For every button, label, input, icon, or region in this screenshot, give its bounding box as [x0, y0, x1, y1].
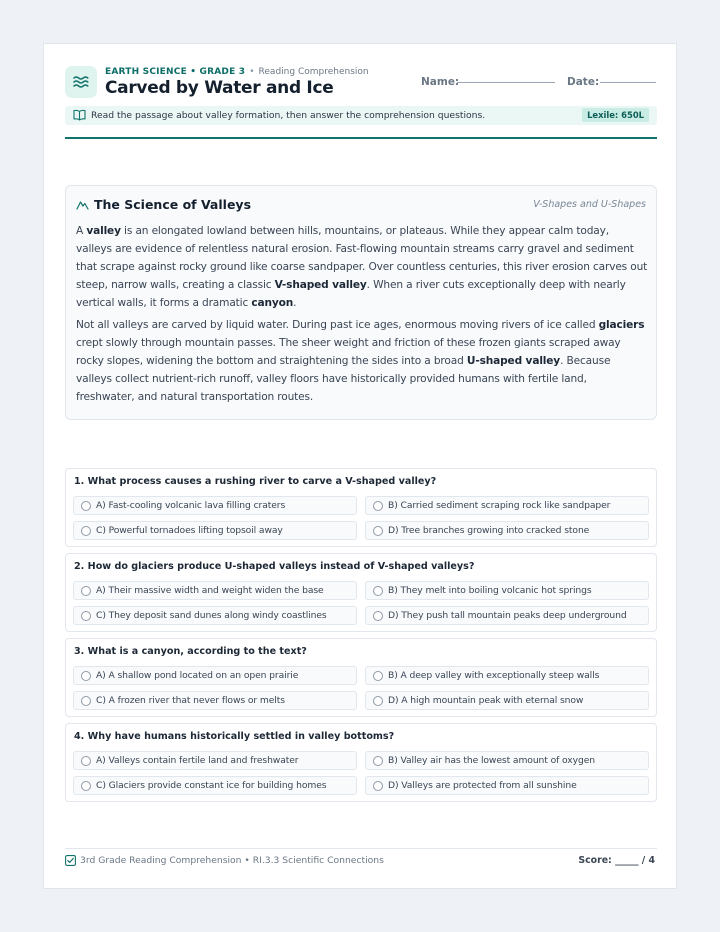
- passage-paragraph-1: [76, 222, 648, 312]
- radio-button[interactable]: [373, 756, 383, 766]
- logo: [65, 66, 97, 98]
- radio-button[interactable]: [373, 671, 383, 681]
- date-label: Date:: [567, 76, 600, 88]
- radio-button[interactable]: [81, 696, 91, 706]
- page-title: Carved by Water and Ice: [105, 78, 334, 98]
- radio-button[interactable]: [81, 756, 91, 766]
- radio-button[interactable]: [373, 696, 383, 706]
- breadcrumb-separator: •: [249, 67, 255, 77]
- answer-option-d[interactable]: [365, 521, 649, 540]
- name-label: Name:: [421, 76, 460, 88]
- passage-text: is an elongated lowland between hills, mountains, or plateaus. While they appear calm today, valleys are evidence of relentless natural erosion. Fast-flowing mountain streams carry gravel and sediment that scrape against rocky ground like coarse sandpaper. Over countless centuries, this river erosion carves out steep, narrow walls, creating a classic: [76, 225, 648, 291]
- option-label: B) Carried sediment scraping rock like sandpaper: [388, 500, 611, 511]
- passage-text: A: [76, 225, 87, 237]
- answer-option-b[interactable]: [365, 581, 649, 600]
- footer-divider: [65, 848, 657, 849]
- option-label: B) They melt into boiling volcanic hot springs: [388, 585, 592, 596]
- key-term: glaciers: [598, 319, 645, 331]
- question-text: 4. Why have humans historically settled in valley bottoms?: [74, 731, 395, 742]
- radio-button[interactable]: [81, 671, 91, 681]
- header-divider: [65, 137, 657, 139]
- option-label: A) Valleys contain fertile land and freshwater: [96, 755, 299, 766]
- option-label: D) Valleys are protected from all sunshine: [388, 780, 577, 791]
- answer-option-b[interactable]: [365, 496, 649, 515]
- answer-option-d[interactable]: [365, 691, 649, 710]
- option-label: D) They push tall mountain peaks deep underground: [388, 610, 627, 621]
- date-field[interactable]: [600, 82, 656, 83]
- answer-option-b[interactable]: [365, 666, 649, 685]
- footer-text: 3rd Grade Reading Comprehension • RI.3.3 Scientific Connections: [80, 855, 384, 866]
- passage-text: .: [293, 297, 297, 309]
- question-4: [65, 723, 657, 802]
- book-icon: [73, 109, 86, 121]
- answer-option-a[interactable]: [73, 751, 357, 770]
- radio-button[interactable]: [373, 611, 383, 621]
- option-label: B) A deep valley with exceptionally steep walls: [388, 670, 600, 681]
- answer-option-a[interactable]: [73, 581, 357, 600]
- option-label: D) Tree branches growing into cracked stone: [388, 525, 590, 536]
- waves-icon: [72, 73, 90, 91]
- question-3: [65, 638, 657, 717]
- option-label: B) Valley air has the lowest amount of oxygen: [388, 755, 595, 766]
- worksheet: [43, 43, 677, 889]
- question-text: 1. What process causes a rushing river to carve a V-shaped valley?: [74, 476, 437, 487]
- radio-button[interactable]: [81, 586, 91, 596]
- name-field[interactable]: [457, 82, 555, 83]
- option-label: C) A frozen river that never flows or melts: [96, 695, 285, 706]
- answer-option-d[interactable]: [365, 606, 649, 625]
- radio-button[interactable]: [373, 501, 383, 511]
- radio-button[interactable]: [81, 526, 91, 536]
- answer-option-c[interactable]: [73, 521, 357, 540]
- passage-text: . When a river cuts exceptionally deep with nearly vertical walls, it forms a dramatic: [76, 279, 626, 309]
- option-label: C) They deposit sand dunes along windy coastlines: [96, 610, 327, 621]
- radio-button[interactable]: [81, 501, 91, 511]
- key-term: canyon: [251, 297, 294, 309]
- score-field: Score: _____ / 4: [578, 855, 655, 866]
- subject-label: EARTH SCIENCE • GRADE 3: [105, 67, 246, 77]
- radio-button[interactable]: [373, 586, 383, 596]
- instructions-text: Read the passage about valley formation, then answer the comprehension questions.: [91, 110, 486, 121]
- instructions-bar: [65, 106, 657, 125]
- radio-button[interactable]: [373, 526, 383, 536]
- passage-body: [76, 222, 648, 410]
- option-label: A) Their massive width and weight widen the base: [96, 585, 324, 596]
- checkbox-icon: [65, 855, 76, 866]
- option-label: C) Glaciers provide constant ice for building homes: [96, 780, 327, 791]
- answer-option-c[interactable]: [73, 776, 357, 795]
- question-text: 2. How do glaciers produce U-shaped valleys instead of V-shaped valleys?: [74, 561, 475, 572]
- passage-title: The Science of Valleys: [94, 197, 252, 212]
- passage-paragraph-2: [76, 316, 648, 406]
- key-term: V-shaped valley: [274, 279, 367, 291]
- radio-button[interactable]: [81, 781, 91, 791]
- mountain-icon: [76, 199, 89, 210]
- answer-option-c[interactable]: [73, 691, 357, 710]
- answer-option-c[interactable]: [73, 606, 357, 625]
- answer-option-a[interactable]: [73, 666, 357, 685]
- radio-button[interactable]: [373, 781, 383, 791]
- question-1: [65, 468, 657, 547]
- answer-option-a[interactable]: [73, 496, 357, 515]
- question-2: [65, 553, 657, 632]
- option-label: A) Fast-cooling volcanic lava filling craters: [96, 500, 286, 511]
- passage-subtitle: V-Shapes and U-Shapes: [533, 199, 646, 210]
- worksheet-type: Reading Comprehension: [258, 67, 369, 77]
- breadcrumb: [105, 66, 369, 78]
- reading-passage: [65, 185, 657, 420]
- answer-option-b[interactable]: [365, 751, 649, 770]
- question-text: 3. What is a canyon, according to the text?: [74, 646, 307, 657]
- radio-button[interactable]: [81, 611, 91, 621]
- option-label: A) A shallow pond located on an open prairie: [96, 670, 299, 681]
- lexile-badge: Lexile: 650L: [582, 108, 649, 122]
- answer-option-d[interactable]: [365, 776, 649, 795]
- key-term: U-shaped valley: [466, 355, 561, 367]
- option-label: D) A high mountain peak with eternal snow: [388, 695, 584, 706]
- option-label: C) Powerful tornadoes lifting topsoil away: [96, 525, 283, 536]
- passage-text: Not all valleys are carved by liquid water. During past ice ages, enormous moving rivers of ice called: [76, 319, 599, 331]
- passage-text: crept slowly through mountain passes. The sheer weight and friction of these frozen giants scraped away rocky slopes, widening the bottom and straightening the sides into a broad: [76, 337, 621, 367]
- passage-text: . Because valleys collect nutrient-rich runoff, valley floors have historically provided humans with fertile land, freshwater, and natural transportation routes.: [76, 355, 611, 403]
- worksheet-header: [65, 66, 657, 138]
- key-term: valley: [86, 225, 121, 237]
